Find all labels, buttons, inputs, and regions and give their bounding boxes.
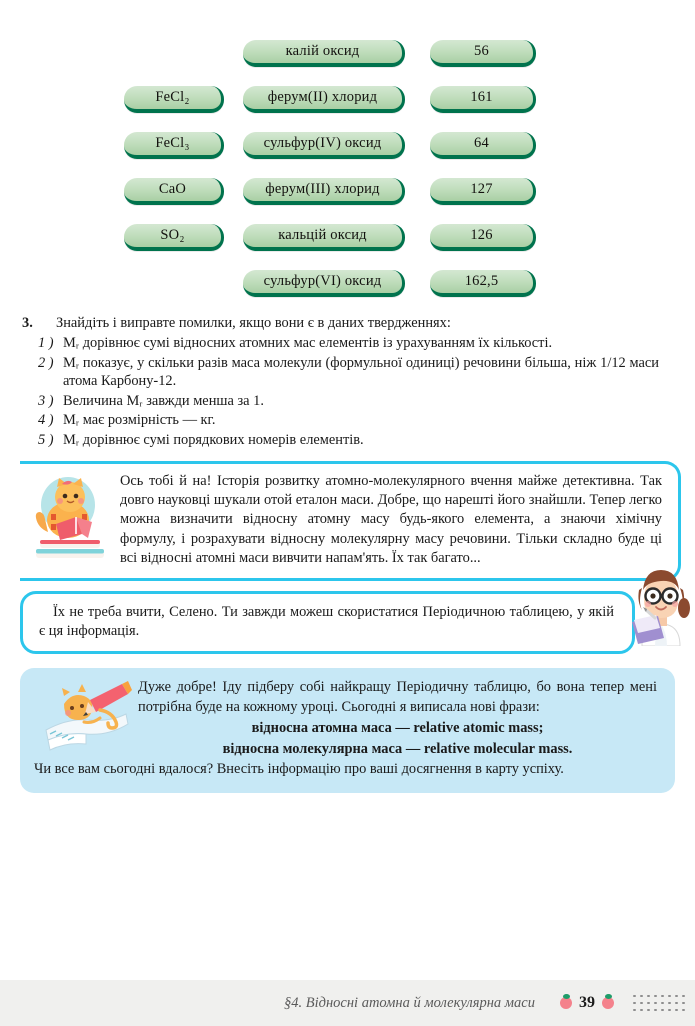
dot [654, 1009, 657, 1012]
matching-exercise-area [0, 40, 695, 310]
value-slot [430, 178, 536, 224]
name-pill-iron2-chloride[interactable] [243, 86, 405, 113]
phrase-relative-molecular-mass: відносна молекулярна маса — relative molecular mass. [222, 741, 573, 758]
value-slot [430, 86, 536, 132]
formula-slot [124, 224, 224, 270]
name-pill-iron3-chloride[interactable] [243, 178, 405, 205]
list-item-text: Mᵣ показує, у скільки разів маса молекули (формульної одиниці) речовини більша, ніж 1/12 маси атома Карбону-12. [63, 354, 659, 390]
dot [675, 1009, 678, 1012]
name-pill-label: калій оксид [285, 43, 360, 59]
scientist-speech-box [20, 591, 635, 654]
name-pill-label: ферум(III) хлорид [265, 181, 380, 197]
list-item-text: Mᵣ дорівнює сумі порядкових номерів елементів. [63, 431, 364, 448]
dot [640, 1009, 643, 1012]
tiger-reading-icon [26, 472, 114, 564]
tiger-speech-paragraph: Ось тобі й на! Історія розвитку атомно-молекулярного вчення майже детективна. Так довго науковці шукали отой еталон маси. Добре, що нарешті його знайшли. Тепер легко можна визначити відносну атомну масу будь-якого елемента, а знаючи хімічну формулу, і розрахувати відносну молекулярну масу речовини. Тільки складно буде ці всі відносні атомні маси вивчити напам'ять. Їх так багато... [120, 473, 662, 566]
value-pill-64[interactable] [430, 132, 536, 159]
page-number: 39 [579, 994, 595, 1011]
formula-pill-cao[interactable] [124, 178, 224, 205]
dot [668, 995, 671, 998]
dot [661, 1002, 664, 1005]
dot [668, 1009, 671, 1012]
list-item [22, 411, 673, 429]
dot [661, 995, 664, 998]
name-pill-label: сульфур(IV) оксид [263, 135, 382, 151]
list-item-text: Mᵣ має розмірність — кг. [63, 412, 216, 429]
value-pill-161[interactable] [430, 86, 536, 113]
cat-writing-icon [38, 678, 132, 758]
value-slot [430, 270, 536, 316]
page-footer [0, 980, 695, 1026]
name-pill-label: ферум(II) хлорид [267, 89, 378, 105]
dot [682, 1002, 685, 1005]
exercise-prompt: Знайдіть і виправте помилки, якщо вони є в даних твердженнях: [56, 315, 451, 331]
formula-slot [124, 178, 224, 224]
berry-icon-left [560, 997, 572, 1009]
value-slot [430, 132, 536, 178]
name-slot [243, 132, 405, 178]
dot [654, 1002, 657, 1005]
value-pill-label: 64 [474, 135, 489, 151]
list-item [22, 334, 673, 352]
list-item-number: 2 ) [38, 354, 54, 371]
value-slot [430, 224, 536, 270]
name-slot [243, 40, 405, 86]
exercise-3 [0, 314, 695, 449]
phrase-relative-atomic-mass: відносна атомна маса — relative atomic mass; [251, 719, 544, 736]
dot [675, 995, 678, 998]
name-slot [243, 86, 405, 132]
dot [633, 1009, 636, 1012]
value-pill-label: 161 [470, 89, 493, 105]
list-item-text: Mᵣ дорівнює сумі відносних атомних мас елементів із урахуванням їх кількості. [63, 335, 553, 352]
scientist-speech-text: Їх не треба вчити, Селено. Ти завжди можеш скористатися Періодичною таблицею, у якій є ця інформація. [39, 604, 614, 640]
list-item-text: Величина Mᵣ завжди менша за 1. [63, 392, 264, 409]
dot [682, 1009, 685, 1012]
tiger-speech-text [20, 472, 662, 568]
dot [633, 995, 636, 998]
summary-box [20, 668, 675, 792]
dot [654, 995, 657, 998]
value-column [430, 40, 536, 316]
list-item [22, 354, 673, 391]
formula-slot [124, 86, 224, 132]
name-pill-calcium-oxide[interactable] [243, 224, 405, 251]
list-item-number: 1 ) [38, 335, 54, 352]
tiger-speech-box [20, 461, 681, 581]
formula-pill-fecl3[interactable] [124, 132, 224, 159]
formula-pill-label: SO₂ [160, 227, 185, 243]
dot [647, 995, 650, 998]
value-pill-label: 162,5 [464, 273, 499, 289]
list-item-number: 4 ) [38, 412, 54, 429]
list-item [22, 431, 673, 449]
exercise-statement-list [22, 334, 673, 449]
summary-intro-text: Дуже добре! Іду підберу собі найкращу Періодичну таблицю, бо вона тепер мені потрібна буде на кожному уроці. Сьогодні я виписала нові фрази: [138, 679, 657, 715]
berry-icon-right [602, 997, 614, 1009]
value-pill-label: 127 [470, 181, 493, 197]
dot [640, 995, 643, 998]
name-pill-sulfur6-oxide[interactable] [243, 270, 405, 297]
name-column [243, 40, 405, 316]
dot [647, 1002, 650, 1005]
value-pill-56[interactable] [430, 40, 536, 67]
summary-outro-text: Чи все вам сьогодні вдалося? Внесіть інформацію про ваші досягнення в карту успіху. [34, 760, 564, 777]
dot [668, 1002, 671, 1005]
exercise-number: 3. [22, 315, 33, 331]
dot-grid-decoration [631, 993, 687, 1014]
formula-slot-spacer [124, 40, 224, 86]
value-pill-label: 126 [470, 227, 493, 243]
value-slot [430, 40, 536, 86]
value-pill-127[interactable] [430, 178, 536, 205]
name-slot [243, 224, 405, 270]
dot [633, 1002, 636, 1005]
formula-pill-label: CaO [158, 181, 187, 197]
list-item [22, 392, 673, 410]
footer-section-title: §4. Відносні атомна й молекулярна маси [284, 994, 535, 1011]
name-pill-label: кальцій оксид [278, 227, 367, 243]
value-pill-126[interactable] [430, 224, 536, 251]
exercise-heading [22, 314, 673, 332]
dialogue-section [0, 461, 695, 793]
value-pill-label: 56 [474, 43, 489, 59]
dot [682, 995, 685, 998]
scientist-icon [622, 560, 695, 646]
formula-pill-so2[interactable] [124, 224, 224, 251]
formula-pill-fecl2[interactable] [124, 86, 224, 113]
dot [675, 1002, 678, 1005]
formula-column [124, 40, 224, 270]
formula-pill-label: FeCl₃ [155, 135, 190, 151]
name-pill-sulfur4-oxide[interactable] [243, 132, 405, 159]
list-item-number: 3 ) [38, 392, 54, 409]
value-pill-162-5[interactable] [430, 270, 536, 297]
list-item-number: 5 ) [38, 431, 54, 448]
name-slot [243, 270, 405, 316]
name-slot [243, 178, 405, 224]
name-pill-potassium-oxide[interactable] [243, 40, 405, 67]
formula-slot [124, 132, 224, 178]
dot [661, 1009, 664, 1012]
name-pill-label: сульфур(VI) оксид [263, 273, 382, 289]
formula-pill-label: FeCl₂ [155, 89, 190, 105]
dot [640, 1002, 643, 1005]
dot [647, 1009, 650, 1012]
